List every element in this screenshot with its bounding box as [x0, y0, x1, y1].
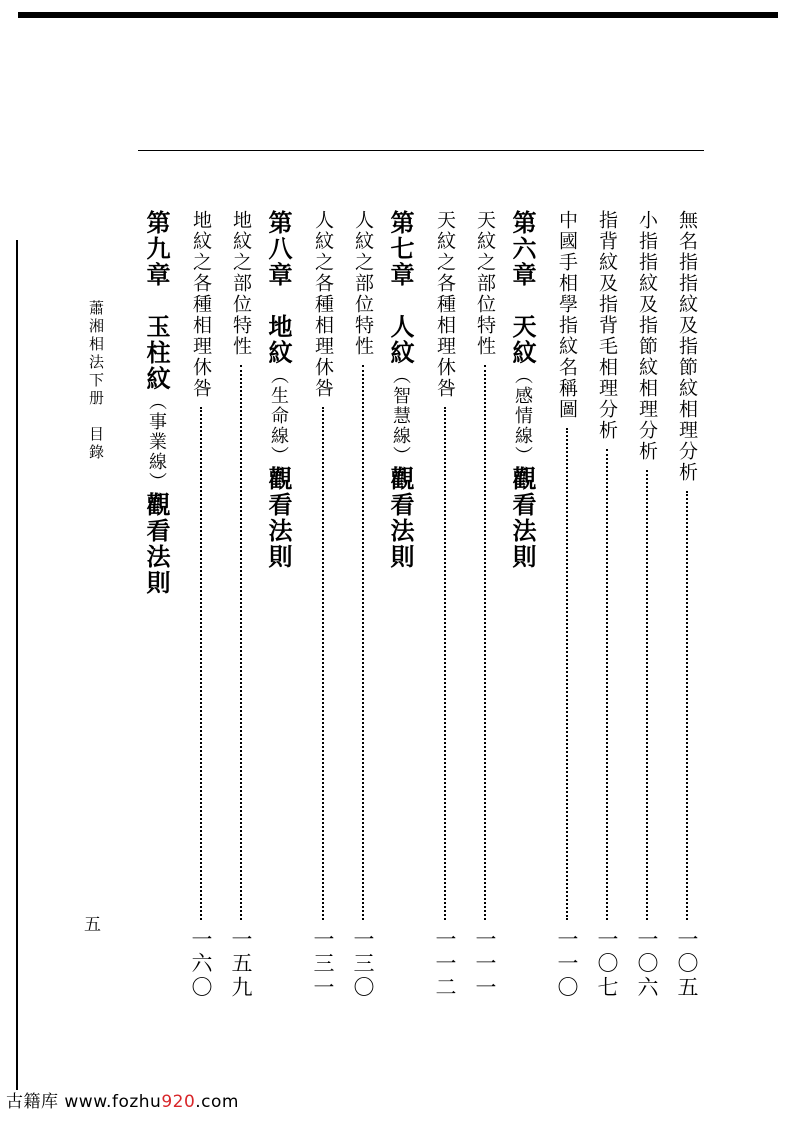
toc-chapter-heading	[508, 210, 537, 1000]
toc-entry-page: 一三〇	[351, 928, 375, 1000]
toc-entry	[676, 210, 697, 1000]
toc-entry	[596, 210, 617, 1000]
watermark-number: 920	[161, 1092, 196, 1112]
toc-entry	[474, 210, 495, 1000]
toc-entry-page: 一〇七	[595, 928, 619, 1000]
chapter-number: 第八章	[264, 210, 292, 288]
toc-entry-title: 地紋之部位特性	[230, 210, 252, 357]
chapter-rest: 觀看法則	[264, 466, 293, 570]
toc-entry-page: 一〇五	[675, 928, 699, 1000]
chapter-name: 地紋	[264, 314, 293, 366]
toc-leader-dots	[484, 365, 486, 920]
chapter-number: 第九章	[142, 210, 170, 288]
page-number: 五	[84, 915, 101, 935]
toc-entry-title: 無名指指紋及指節紋相理分析	[676, 210, 698, 483]
toc-entry	[434, 210, 455, 1000]
toc-leader-dots	[322, 407, 324, 920]
toc-entry	[190, 210, 211, 1000]
toc-chapter-heading	[142, 210, 171, 1000]
toc-entry-title: 中國手相學指紋名稱圖	[556, 210, 578, 420]
top-border-bar	[18, 12, 778, 18]
chapter-rest: 觀看法則	[386, 466, 415, 570]
site-watermark	[6, 1087, 239, 1112]
toc-leader-dots	[444, 407, 446, 920]
toc-entry	[312, 210, 333, 1000]
chapter-name: 天紋	[508, 314, 537, 366]
chapter-rest: 觀看法則	[142, 492, 171, 596]
running-header: 蕭湘相法下册 目錄	[87, 300, 105, 462]
watermark-suffix: .com	[195, 1092, 239, 1112]
toc-entry-page: 一一一	[473, 928, 497, 1000]
chapter-number: 第六章	[508, 210, 536, 288]
chapter-name: 玉柱紋	[142, 314, 171, 392]
toc-leader-dots	[566, 428, 568, 920]
toc-entry-title: 指背紋及指背毛相理分析	[596, 210, 618, 441]
toc-chapter-heading	[386, 210, 415, 1000]
toc-entry-title: 天紋之各種相理休咎	[434, 210, 456, 399]
chapter-number: 第七章	[386, 210, 414, 288]
chapter-subtitle: （感情線）	[512, 366, 533, 466]
toc-entry	[230, 210, 251, 1000]
toc-entry	[352, 210, 373, 1000]
toc-entry	[636, 210, 657, 1000]
toc-leader-dots	[606, 449, 608, 920]
toc-leader-dots	[646, 470, 648, 920]
toc-entry-page: 一一〇	[555, 928, 579, 1000]
chapter-subtitle: （生命線）	[268, 366, 289, 466]
chapter-name: 人紋	[386, 314, 415, 366]
chapter-rest: 觀看法則	[508, 466, 537, 570]
toc-leader-dots	[686, 491, 688, 920]
chapter-subtitle: （智慧線）	[390, 366, 411, 466]
toc-entry-title: 天紋之部位特性	[474, 210, 496, 357]
toc-leader-dots	[200, 407, 202, 920]
left-margin-line	[16, 240, 18, 1090]
header-rule	[138, 150, 704, 151]
toc-entry-title: 人紋之部位特性	[352, 210, 374, 357]
toc-entry-page: 一三一	[311, 928, 335, 1000]
toc-entry-title: 小指指紋及指節紋相理分析	[636, 210, 658, 462]
toc-chapter-heading	[264, 210, 293, 1000]
toc-entry	[556, 210, 577, 1000]
chapter-subtitle: （事業線）	[146, 392, 167, 492]
toc-entry-title: 人紋之各種相理休咎	[312, 210, 334, 399]
toc-entry-page: 一〇六	[635, 928, 659, 1000]
toc-leader-dots	[240, 365, 242, 920]
toc-leader-dots	[362, 365, 364, 920]
toc-entry-page: 一五九	[229, 928, 253, 1000]
toc-entry-page: 一六〇	[189, 928, 213, 1000]
toc-entry-page: 一一二	[433, 928, 457, 1000]
watermark-prefix: 古籍库 www.fozhu	[6, 1092, 162, 1112]
toc-entry-title: 地紋之各種相理休咎	[190, 210, 212, 399]
